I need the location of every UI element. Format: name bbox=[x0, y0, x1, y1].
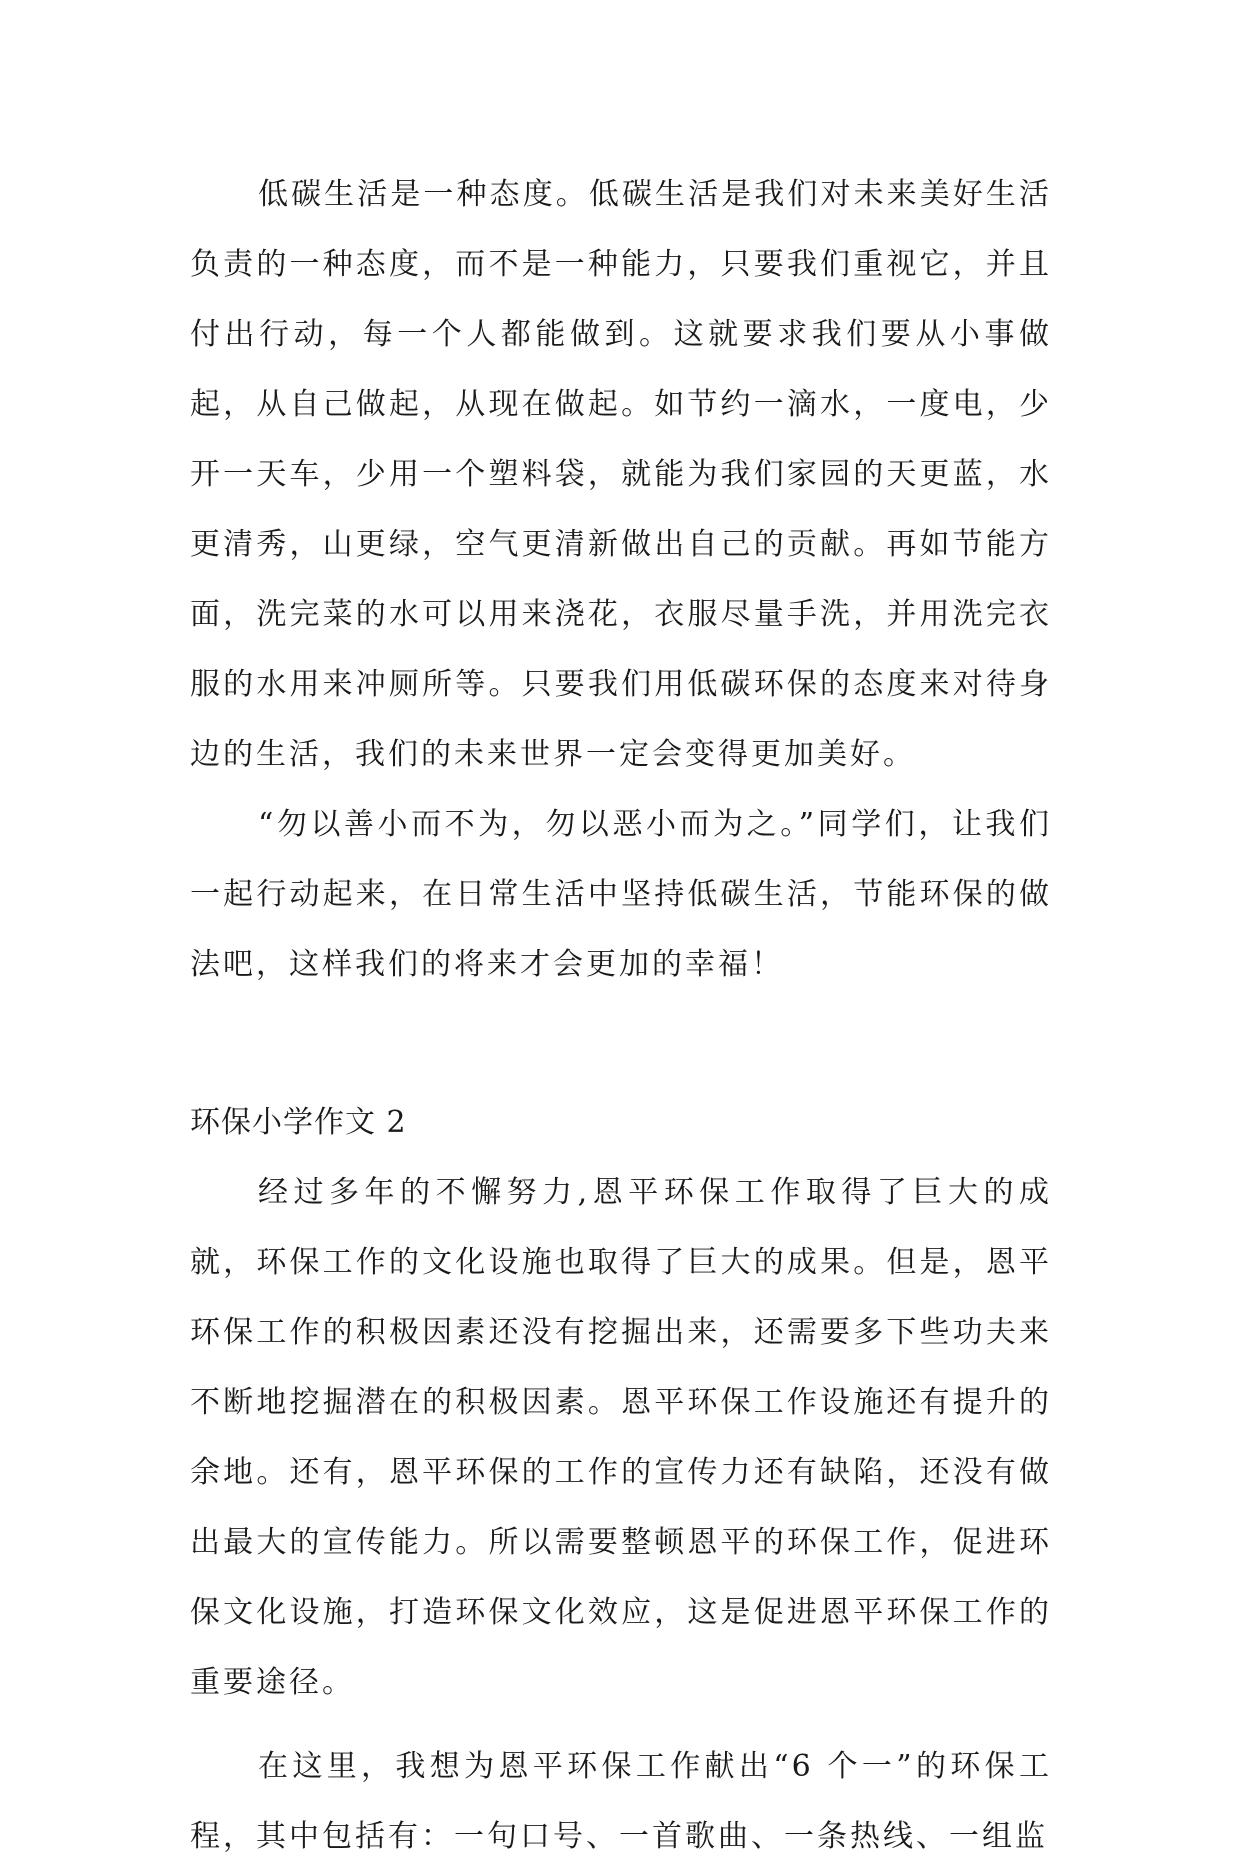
section-heading: 环保小学作文 2 bbox=[190, 1105, 407, 1140]
paragraph-enping-progress: 经过多年的不懈努力,恩平环保工作取得了巨大的成就，环保工作的文化设施也取得了巨大的成果。但是，恩平环保工作的积极因素还没有挖掘出来，还需要多下些功夫来不断地挖掘潜在的积极因素。恩平环保工作设施还有提升的余地。还有，恩平环保的工作的宣传力还有缺陷，还没有做出最大的宣传能力。所以需要整顿恩平的环保工作，促进环保文化设施，打造环保文化效应，这是促进恩平环保工作的重要途径。 bbox=[190, 1175, 1052, 1700]
document-body bbox=[190, 160, 1052, 1872]
paragraph-six-ones: 在这里，我想为恩平环保工作献出“6 个一”的环保工程，其中包括有：一句口号、一首歌曲、一条热线、一组监 bbox=[190, 1749, 1052, 1854]
paragraph-call-to-action: “勿以善小而不为，勿以恶小而为之。”同学们，让我们一起行动起来，在日常生活中坚持低碳生活，节能环保的做法吧，这样我们的将来才会更加的幸福！ bbox=[190, 807, 1052, 982]
paragraph-low-carbon-attitude: 低碳生活是一种态度。低碳生活是我们对未来美好生活负责的一种态度，而不是一种能力，只要我们重视它，并且付出行动，每一个人都能做到。这就要求我们要从小事做起，从自己做起，从现在做起。如节约一滴水，一度电，少开一天车，少用一个塑料袋，就能为我们家园的天更蓝，水更清秀，山更绿，空气更清新做出自己的贡献。再如节能方面，洗完菜的水可以用来浇花，衣服尽量手洗，并用洗完衣服的水用来冲厕所等。只要我们用低碳环保的态度来对待身边的生活，我们的未来世界一定会变得更加美好。 bbox=[190, 177, 1052, 772]
